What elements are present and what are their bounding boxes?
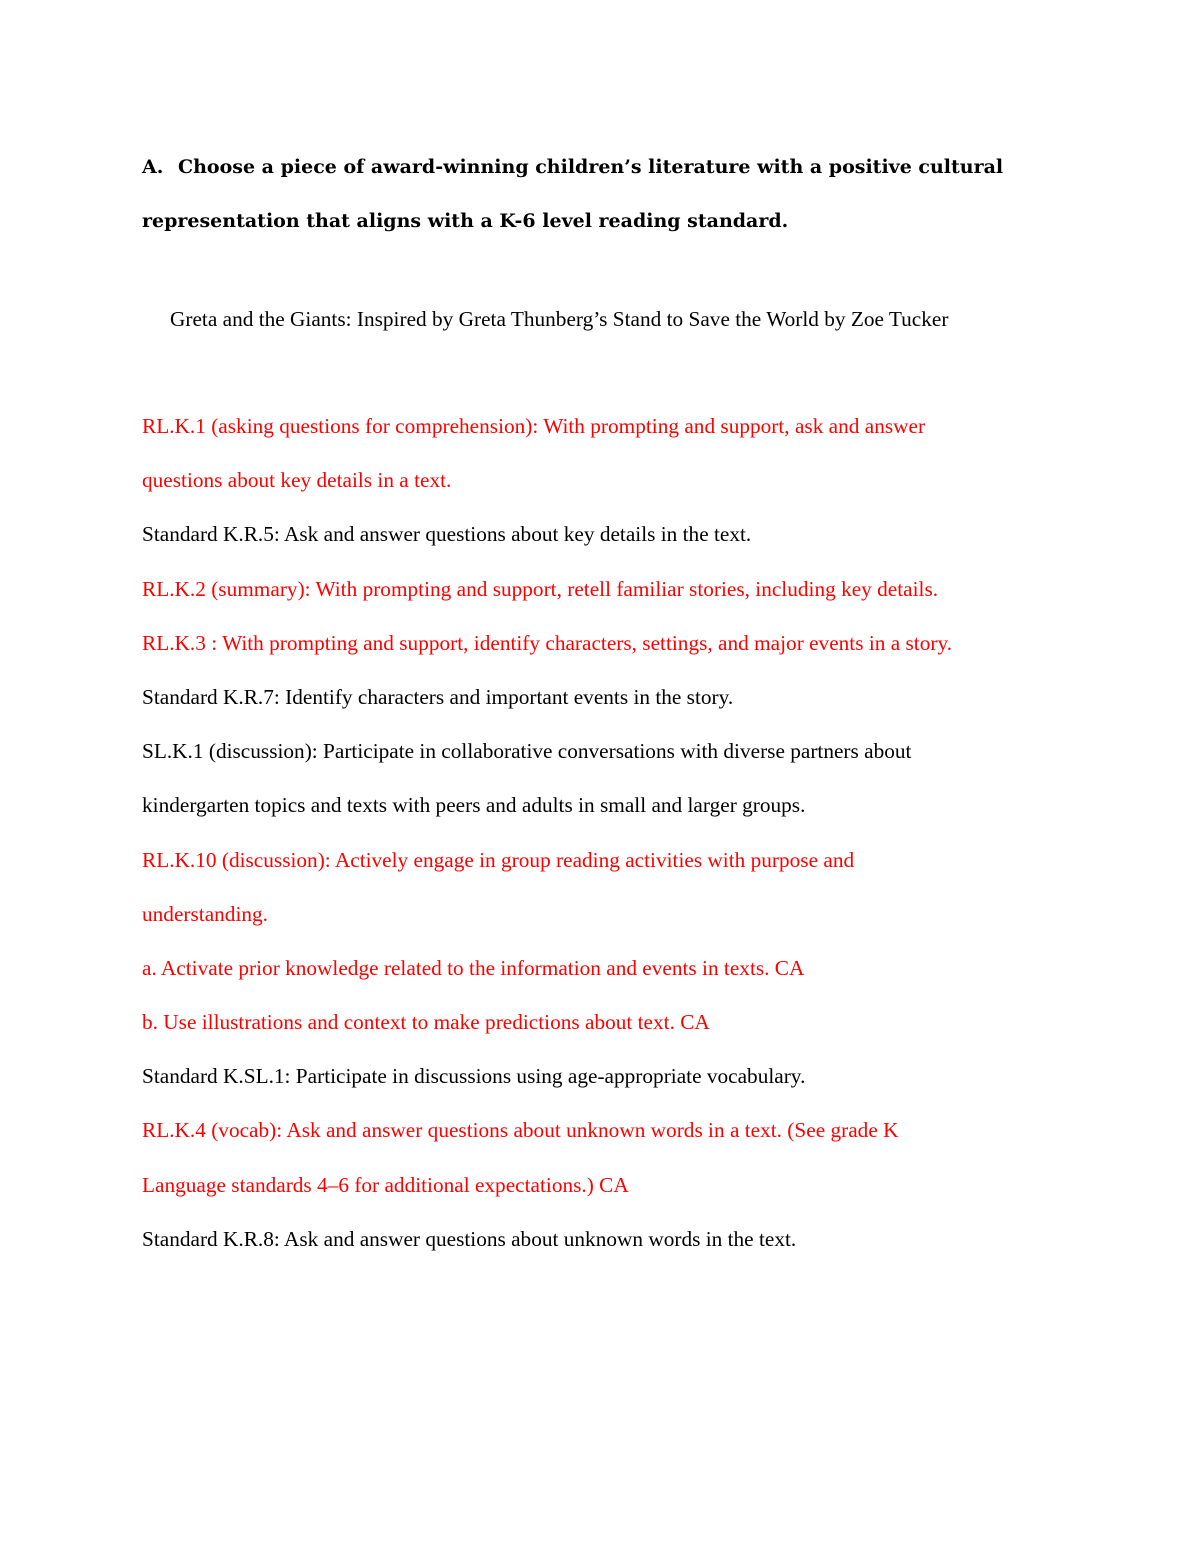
standards-list — [142, 408, 1062, 1275]
standard-line: Standard K.R.5: Ask and answer questions about key details in the text. — [142, 522, 752, 547]
standard-line: Standard K.R.8: Ask and answer questions about unknown words in the text. — [142, 1226, 797, 1251]
heading-marker: A. — [142, 156, 164, 178]
standard-line: b. Use illustrations and context to make predictions about text. CA — [142, 1010, 710, 1035]
section-heading — [142, 140, 1062, 248]
standard-line: RL.K.10 (discussion): Actively engage in group reading activities with purpose and — [142, 847, 855, 872]
standard-line: RL.K.2 (summary): With prompting and support, retell familiar stories, including key details. — [142, 576, 939, 601]
standard-line: questions about key details in a text. — [142, 468, 452, 493]
heading-text-1: Choose a piece of award-winning children’s literature with a positive cultural — [178, 156, 1004, 178]
standard-line: RL.K.4 (vocab): Ask and answer questions about unknown words in a text. (See grade K — [142, 1118, 899, 1143]
standard-line: Language standards 4–6 for additional expectations.) CA — [142, 1172, 629, 1197]
heading-line-2: representation that aligns with a K-6 level reading standard. — [142, 210, 789, 232]
book-title: Greta and the Giants: Inspired by Greta Thunberg’s Stand to Save the World by Zoe Tucker — [170, 307, 949, 331]
standard-line: Standard K.SL.1: Participate in discussions using age-appropriate vocabulary. — [142, 1064, 806, 1089]
standard-line: Standard K.R.7: Identify characters and important events in the story. — [142, 684, 734, 709]
standard-line: understanding. — [142, 901, 268, 926]
standard-line: SL.K.1 (discussion): Participate in collaborative conversations with diverse partners about — [142, 739, 912, 764]
heading-line-1 — [142, 140, 1062, 194]
standard-line: RL.K.3 : With prompting and support, identify characters, settings, and major events in a story. — [142, 630, 953, 655]
standard-line: RL.K.1 (asking questions for comprehension): With prompting and support, ask and answer — [142, 414, 926, 438]
standard-line: a. Activate prior knowledge related to the information and events in texts. CA — [142, 955, 805, 980]
standard-line: kindergarten topics and texts with peers and adults in small and larger groups. — [142, 793, 806, 818]
